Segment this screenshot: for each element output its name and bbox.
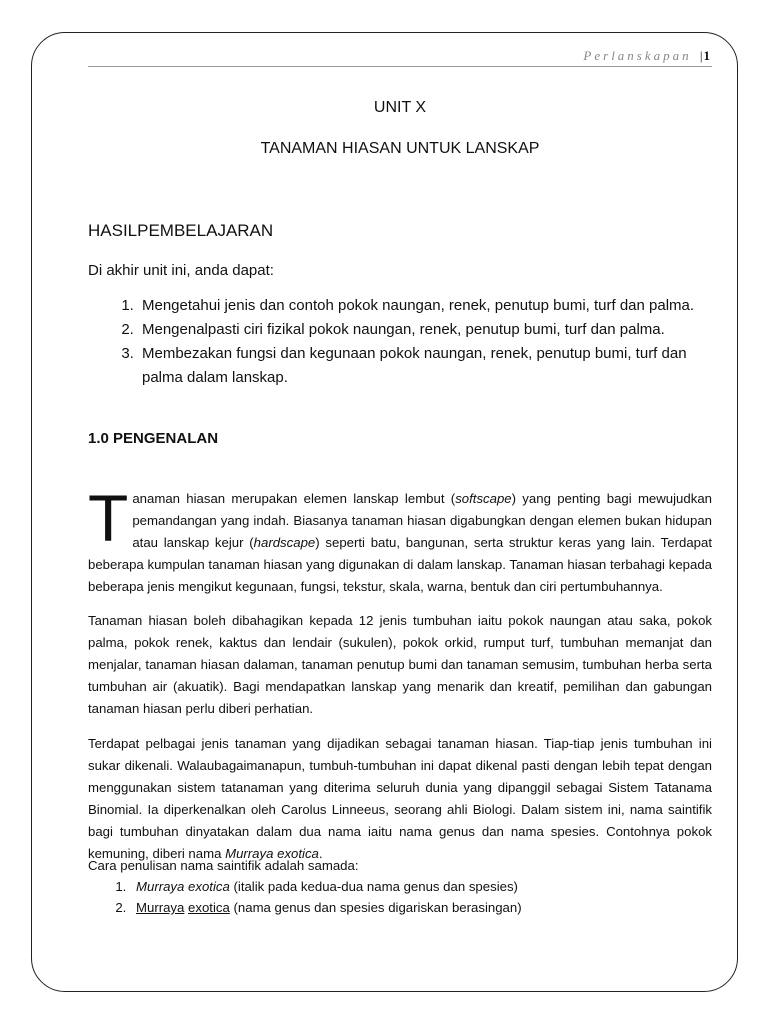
- unit-title: UNIT X: [373, 99, 427, 116]
- learning-intro: Di akhir unit ini, anda dapat:: [88, 262, 274, 279]
- learning-outcomes-heading: HASILPEMBELAJARAN: [88, 221, 274, 240]
- paragraph-binomial: [88, 733, 712, 865]
- example-note: (italik pada kedua-dua nama genus dan spesies): [229, 879, 518, 894]
- species-name: Murraya exotica: [225, 846, 319, 861]
- example-item: [130, 876, 712, 897]
- paragraph-text: .: [318, 846, 323, 861]
- running-header: [583, 48, 710, 64]
- species-name: Murraya exotica: [136, 879, 230, 894]
- example-item: [130, 897, 712, 918]
- example-note: (nama genus dan spesies digariskan berasingan): [229, 900, 522, 915]
- species-epithet: exotica: [188, 900, 230, 915]
- drop-cap: T: [88, 481, 129, 555]
- paragraph-text: anaman hiasan merupakan elemen lanskap lembut (: [132, 491, 456, 506]
- term-softscape: softscape: [455, 491, 512, 506]
- paragraph-types: Tanaman hiasan boleh dibahagikan kepada 12 jenis tumbuhan iaitu pokok naungan atau saka, pokok palma, pokok renek, kaktus dan lendair (sukulen), pokok orkid, rumput turf, tumbuhan memanjat dan menjalar, tanaman hiasan dalaman, tanaman penutup bumi dan tanaman semusim, tumbuhan herba serta tumbuhan air (akuatik). Bagi mendapatkan lanskap yang menarik dan kreatif, pemilihan dan gabungan tanaman hiasan perlu diberi perhatian.: [88, 613, 712, 716]
- page-title: TANAMAN HIASAN UNTUK LANSKAP: [260, 140, 540, 157]
- section-heading: 1.0 PENGENALAN: [88, 430, 219, 447]
- paragraph-text: ) seperti batu, bangunan, serta struktur keras yang lain. Terdapat beberapa kumpulan tanaman hiasan yang digunakan di dalam lanskap. Tanaman hiasan terbahagi kepada beberapa jenis mengikut kegunaan, fungsi, tekstur, skala, warna, bentuk dan ciri pertumbuhannya.: [88, 535, 712, 594]
- header-rule: [88, 66, 712, 67]
- running-title: Perlanskapan: [583, 48, 692, 63]
- page-number: 1: [703, 48, 710, 63]
- paragraph-text: Terdapat pelbagai jenis tanaman yang dijadikan sebagai tanaman hiasan. Tiap-tiap jenis tumbuhan ini sukar dikenali. Walaubagaimanapun, tumbuh-tumbuhan ini dapat dikenal pasti dengan lebih tepat dengan menggunakan sistem tatanaman yang diterima seluruh dunia yang dipanggil sebagai Sistem Tatanama Binomial. Ia diperkenalkan oleh Carolus Linneeus, seorang ahli Biologi. Dalam sistem ini, nama saintifik bagi tumbuhan dinyatakan dalam dua nama iaitu nama genus dan nama spesies. Contohnya pokok kemuning, diberi nama: [88, 736, 712, 861]
- paragraph-writing: Cara penulisan nama saintifik adalah samada:: [88, 858, 359, 873]
- examples-list: [88, 876, 712, 918]
- paragraph-intro: [88, 481, 712, 598]
- term-hardscape: hardscape: [253, 535, 316, 550]
- objective-item: 1. Mengetahui jenis dan contoh pokok naungan, renek, penutup bumi, turf dan palma.: [138, 294, 712, 318]
- paragraph-text: ) yang penting bagi mewujudkan pemandangan yang indah. Biasanya tanaman hiasan digabungkan dengan elemen bukan hidupan atau lanskap kejur (: [132, 491, 712, 550]
- header-separator: |: [699, 48, 703, 63]
- objective-item: 3. Membezakan fungsi dan kegunaan pokok naungan, renek, penutup bumi, turf dan palma dalam lanskap.: [138, 342, 712, 390]
- genus-name: Murraya: [136, 900, 185, 915]
- objectives-list: [88, 294, 712, 390]
- objective-item: 2. Mengenalpasti ciri fizikal pokok naungan, renek, penutup bumi, turf dan palma.: [138, 318, 712, 342]
